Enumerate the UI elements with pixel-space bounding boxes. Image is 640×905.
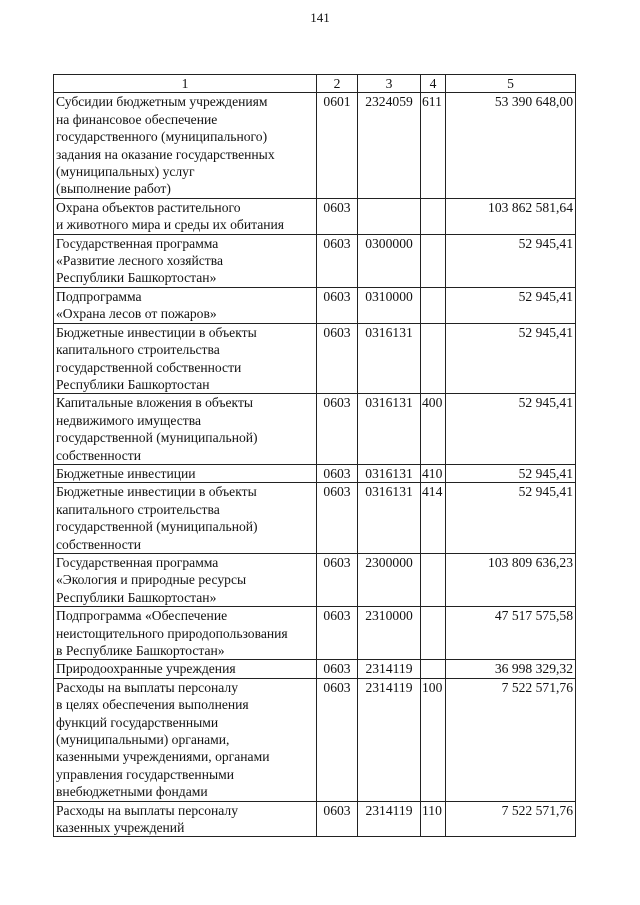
row-name-cell: Бюджетные инвестиции в объекты капитального строительства государственной (муниципальной) собственности <box>54 483 317 554</box>
row-amount-cell: 7 522 571,76 <box>446 801 576 837</box>
row-target-cell: 2314119 <box>358 660 421 678</box>
row-expense-type-cell: 611 <box>421 93 446 198</box>
row-section-cell: 0603 <box>317 198 358 234</box>
row-section-cell: 0603 <box>317 464 358 482</box>
row-target-cell: 2324059 <box>358 93 421 198</box>
row-section-cell: 0603 <box>317 660 358 678</box>
row-section-cell: 0603 <box>317 287 358 323</box>
table-row <box>54 678 576 801</box>
budget-table <box>53 74 576 837</box>
row-target-cell: 2310000 <box>358 607 421 660</box>
row-amount-cell: 103 809 636,23 <box>446 553 576 606</box>
row-name-cell: Охрана объектов растительного и животного мира и среды их обитания <box>54 198 317 234</box>
row-name-cell: Подпрограмма «Охрана лесов от пожаров» <box>54 287 317 323</box>
row-amount-cell: 52 945,41 <box>446 234 576 287</box>
row-amount-cell: 47 517 575,58 <box>446 607 576 660</box>
table-row <box>54 234 576 287</box>
table-body <box>54 93 576 837</box>
row-name-cell: Субсидии бюджетным учреждениям на финансовое обеспечение государственного (муниципального) задания на оказание государственных (муниципальных) услуг (выполнение работ) <box>54 93 317 198</box>
header-row <box>54 75 576 93</box>
row-expense-type-cell <box>421 234 446 287</box>
row-section-cell: 0603 <box>317 394 358 465</box>
table-row <box>54 198 576 234</box>
header-col-2: 2 <box>317 75 358 93</box>
row-target-cell: 2300000 <box>358 553 421 606</box>
row-amount-cell: 52 945,41 <box>446 287 576 323</box>
row-expense-type-cell <box>421 553 446 606</box>
row-name-cell: Природоохранные учреждения <box>54 660 317 678</box>
row-amount-cell: 36 998 329,32 <box>446 660 576 678</box>
row-expense-type-cell <box>421 323 446 394</box>
row-expense-type-cell <box>421 607 446 660</box>
row-amount-cell: 52 945,41 <box>446 394 576 465</box>
table-row <box>54 607 576 660</box>
row-name-cell: Бюджетные инвестиции <box>54 464 317 482</box>
row-amount-cell: 52 945,41 <box>446 464 576 482</box>
row-target-cell: 0316131 <box>358 323 421 394</box>
row-target-cell: 0310000 <box>358 287 421 323</box>
row-target-cell: 0316131 <box>358 483 421 554</box>
row-name-cell: Государственная программа «Развитие лесного хозяйства Республики Башкортостан» <box>54 234 317 287</box>
row-amount-cell: 52 945,41 <box>446 323 576 394</box>
row-name-cell: Капитальные вложения в объекты недвижимого имущества государственной (муниципальной) собственности <box>54 394 317 465</box>
row-expense-type-cell: 100 <box>421 678 446 801</box>
row-name-cell: Государственная программа «Экология и природные ресурсы Республики Башкортостан» <box>54 553 317 606</box>
table-row <box>54 93 576 198</box>
row-target-cell: 0316131 <box>358 464 421 482</box>
row-amount-cell: 103 862 581,64 <box>446 198 576 234</box>
table-row <box>54 660 576 678</box>
header-col-4: 4 <box>421 75 446 93</box>
table-row <box>54 394 576 465</box>
row-expense-type-cell <box>421 660 446 678</box>
row-section-cell: 0603 <box>317 678 358 801</box>
row-target-cell: 0316131 <box>358 394 421 465</box>
row-amount-cell: 7 522 571,76 <box>446 678 576 801</box>
table-row <box>54 801 576 837</box>
row-section-cell: 0603 <box>317 323 358 394</box>
row-expense-type-cell: 110 <box>421 801 446 837</box>
row-section-cell: 0603 <box>317 607 358 660</box>
row-expense-type-cell: 410 <box>421 464 446 482</box>
row-amount-cell: 53 390 648,00 <box>446 93 576 198</box>
header-col-1: 1 <box>54 75 317 93</box>
table-row <box>54 287 576 323</box>
row-section-cell: 0603 <box>317 234 358 287</box>
row-expense-type-cell: 414 <box>421 483 446 554</box>
row-section-cell: 0603 <box>317 553 358 606</box>
page-number: 141 <box>310 10 330 25</box>
row-expense-type-cell <box>421 198 446 234</box>
row-name-cell: Бюджетные инвестиции в объекты капитального строительства государственной собственности Республики Башкортостан <box>54 323 317 394</box>
row-expense-type-cell <box>421 287 446 323</box>
row-name-cell: Подпрограмма «Обеспечение неистощительного природопользования в Республике Башкортостан» <box>54 607 317 660</box>
table-row <box>54 323 576 394</box>
row-amount-cell: 52 945,41 <box>446 483 576 554</box>
table-row <box>54 483 576 554</box>
row-target-cell: 2314119 <box>358 801 421 837</box>
table-header <box>54 75 576 93</box>
row-section-cell: 0601 <box>317 93 358 198</box>
row-target-cell: 0300000 <box>358 234 421 287</box>
row-target-cell: 2314119 <box>358 678 421 801</box>
table-row <box>54 553 576 606</box>
row-target-cell <box>358 198 421 234</box>
table-row <box>54 464 576 482</box>
header-col-5: 5 <box>446 75 576 93</box>
row-name-cell: Расходы на выплаты персоналу казенных учреждений <box>54 801 317 837</box>
row-name-cell: Расходы на выплаты персоналу в целях обеспечения выполнения функций государственными (муниципальными) органами, казенными учреждениями, органами управления государственными внебюджетными фондами <box>54 678 317 801</box>
row-section-cell: 0603 <box>317 801 358 837</box>
header-col-3: 3 <box>358 75 421 93</box>
row-section-cell: 0603 <box>317 483 358 554</box>
row-expense-type-cell: 400 <box>421 394 446 465</box>
